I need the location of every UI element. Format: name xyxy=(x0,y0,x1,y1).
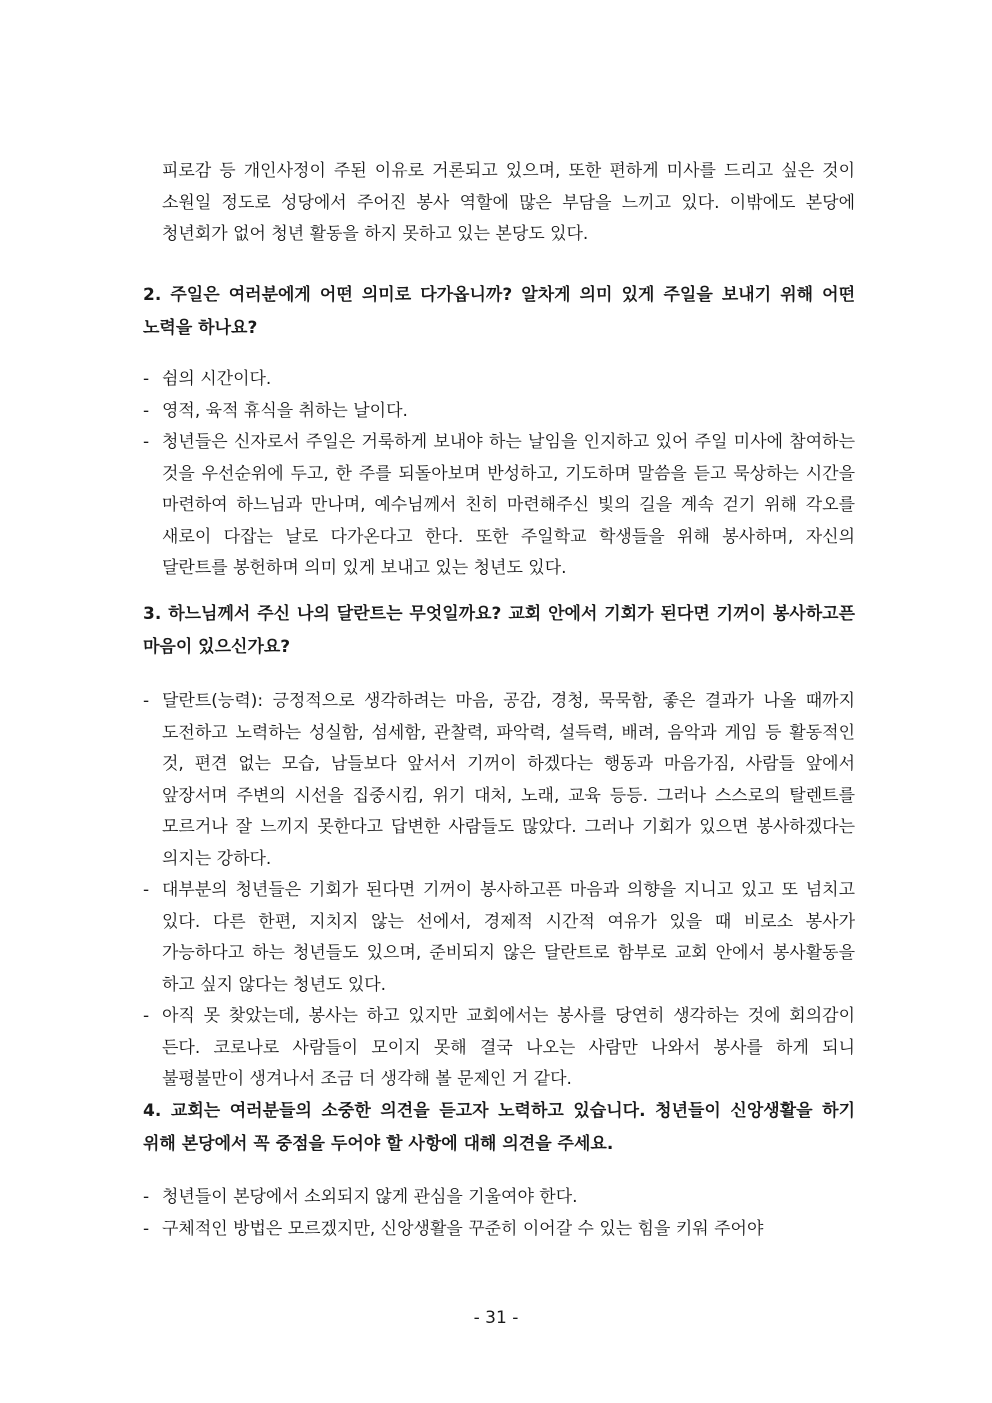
bullet-dash: - xyxy=(143,432,150,452)
bullet-dash: - xyxy=(143,369,150,389)
list-item: - 달란트(능력): 긍정적으로 생각하려는 마음, 공감, 경청, 묵묵함, 좋은 결과가 나올 때까지 도전하고 노력하는 성실함, 섬세함, 관찰력, 파악력, 설득력, 배려, 음악과 게임 등 활동적인 것, 편견 없는 모습, 남들보다 앞서서 기꺼이 하겠다는 행동과 마음가짐, 사람들 앞에서 앞장서며 주변의 시선을 집중시킴, 위기 대처, 노래, 교육 등등. 그러나 스스로의 탈렌트를 모르거나 잘 느끼지 못한다고 답변한 사람들도 많았다. 그러나 기회가 있으면 봉사하겠다는 의지는 강하다. xyxy=(143,686,855,875)
answer-list-2 xyxy=(143,364,855,585)
page-number: - 31 - xyxy=(473,1308,519,1328)
bullet-dash: - xyxy=(143,691,150,711)
bullet-dash: - xyxy=(143,1187,150,1207)
list-item: - 쉼의 시간이다. xyxy=(143,364,855,396)
answer-list-3 xyxy=(143,686,855,1096)
list-item: - 구체적인 방법은 모르겠지만, 신앙생활을 꾸준히 이어갈 수 있는 힘을 키워 주어야 xyxy=(143,1214,855,1246)
list-item: - 영적, 육적 휴식을 취하는 날이다. xyxy=(143,396,855,428)
answer-list-4 xyxy=(143,1182,855,1245)
list-item: - 청년들이 본당에서 소외되지 않게 관심을 기울여야 한다. xyxy=(143,1182,855,1214)
question-2: 2. 주일은 여러분에게 어떤 의미로 다가옵니까? 알차게 의미 있게 주일을 보내기 위해 어떤 노력을 하나요? xyxy=(143,285,855,338)
bullet-dash: - xyxy=(143,400,150,421)
list-item: - 아직 못 찾았는데, 봉사는 하고 있지만 교회에서는 봉사를 당연히 생각하는 것에 회의감이 든다. 코로나로 사람들이 모이지 못해 결국 나오는 사람만 나와서 봉사를 하게 되니 불평불만이 생겨나서 조금 더 생각해 볼 문제인 거 같다. xyxy=(143,1001,855,1096)
bullet-dash: - xyxy=(143,1006,150,1026)
list-item: - 청년들은 신자로서 주일은 거룩하게 보내야 하는 날임을 인지하고 있어 주일 미사에 참여하는 것을 우선순위에 두고, 한 주를 되돌아보며 반성하고, 기도하며 말씀을 듣고 묵상하는 시간을 마련하여 하느님과 만나며, 예수님께서 친히 마련해주신 빛의 길을 계속 걷기 위해 각오를 새로이 다잡는 날로 다가온다고 한다. 또한 주일학교 학생들을 위해 봉사하며, 자신의 달란트를 봉헌하며 의미 있게 보내고 있는 청년도 있다. xyxy=(143,427,855,585)
bullet-dash: - xyxy=(143,1218,150,1239)
intro-paragraph: 피로감 등 개인사정이 주된 이유로 거론되고 있으며, 또한 편하게 미사를 드리고 싶은 것이 소원일 정도로 성당에서 주어진 봉사 역할에 많은 부담을 느끼고 있다. 이밖에도 본당에 청년회가 없어 청년 활동을 하지 못하고 있는 본당도 있다. xyxy=(162,161,855,244)
question-3: 3. 하느님께서 주신 나의 달란트는 무엇일까요? 교회 안에서 기회가 된다면 기꺼이 봉사하고픈 마음이 있으신가요? xyxy=(143,604,855,657)
question-4: 4. 교회는 여러분들의 소중한 의견을 듣고자 노력하고 있습니다. 청년들이 신앙생활을 하기 위해 본당에서 꼭 중점을 두어야 할 사항에 대해 의견을 주세요. xyxy=(143,1101,855,1154)
list-item: - 대부분의 청년들은 기회가 된다면 기꺼이 봉사하고픈 마음과 의향을 지니고 있고 또 넘치고 있다. 다른 한편, 지치지 않는 선에서, 경제적 시간적 여유가 있을 때 비로소 봉사가 가능하다고 하는 청년들도 있으며, 준비되지 않은 달란트로 함부로 교회 안에서 봉사활동을 하고 싶지 않다는 청년도 있다. xyxy=(143,875,855,1001)
bullet-dash: - xyxy=(143,880,150,900)
